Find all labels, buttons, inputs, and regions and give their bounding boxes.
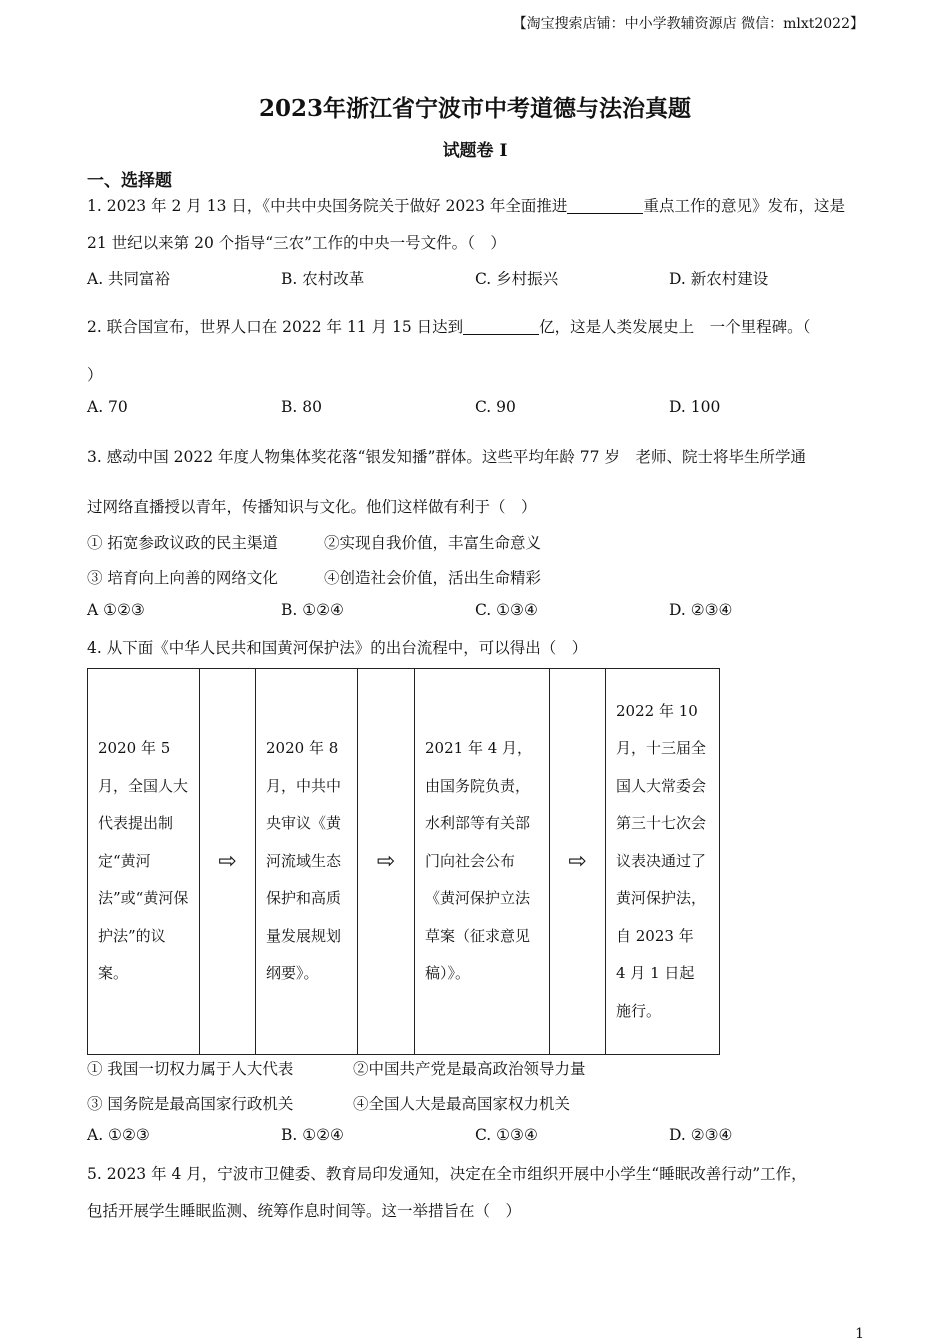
- q2-text-b: 亿，这是人类发展史上 一个里程碑。（: [539, 318, 811, 336]
- q2-option-d[interactable]: D. 100: [669, 398, 721, 416]
- q1-blank: [567, 198, 643, 215]
- flow-step-4-text: 2022 年 10 月，十三届全国人大常委会第三十七次会议表决通过了黄河保护法，自 2023 年 4 月 1 日起施行。: [616, 701, 707, 1020]
- flow-step-4: [606, 669, 719, 1054]
- flow-step-3-text: 2021 年 4 月，由国务院负责，水利部等有关部门向社会公布《黄河保护立法草案（征求意见稿）》。: [425, 739, 533, 983]
- q4-statement-4: ④全国人大是最高国家权力机关: [353, 1095, 571, 1113]
- q1-line1: [87, 194, 845, 216]
- q3-statement-3: ③ 培育向上向善的网络文化: [87, 569, 278, 587]
- right-arrow-icon: ⇨: [376, 849, 396, 874]
- q3-line2: 过网络直播授以青年，传播知识与文化。他们这样做有利于（ ）: [87, 498, 537, 516]
- q3-option-c[interactable]: C. ①③④: [475, 601, 538, 619]
- flow-step-1-text: 2020 年 5 月，全国人大代表提出制定“黄河法”或“黄河保护法”的议案。: [98, 739, 189, 983]
- q3-statement-4: ④创造社会价值，活出生命精彩: [324, 569, 542, 587]
- q3-option-d[interactable]: D. ②③④: [669, 601, 733, 619]
- flow-step-3: [415, 669, 550, 1054]
- q5-line1: 5. 2023 年 4 月，宁波市卫健委、教育局印发通知，决定在全市组织开展中小学生“睡眠改善行动”工作，: [87, 1165, 807, 1183]
- q4-option-d[interactable]: D. ②③④: [669, 1126, 733, 1144]
- flow-arrow-1: [200, 669, 256, 1054]
- q2-line1: [87, 315, 810, 337]
- q4-statement-1: ① 我国一切权力属于人大代表: [87, 1060, 294, 1078]
- q1-text-a: 1. 2023 年 2 月 13 日，《中共中央国务院关于做好 2023 年全面推进: [87, 197, 568, 215]
- flow-arrow-2: [358, 669, 415, 1054]
- page-number: 1: [855, 1326, 864, 1342]
- q4-line1: 4. 从下面《中华人民共和国黄河保护法》的出台流程中，可以得出（ ）: [87, 639, 588, 657]
- q4-option-c[interactable]: C. ①③④: [475, 1126, 538, 1144]
- q3-option-b[interactable]: B. ①②④: [281, 601, 344, 619]
- q2-option-c[interactable]: C. 90: [475, 398, 516, 416]
- q3-statement-2: ②实现自我价值，丰富生命意义: [324, 534, 542, 552]
- q2-line2: ）: [87, 366, 103, 384]
- q1-option-a[interactable]: A. 共同富裕: [87, 270, 171, 288]
- q1-option-b[interactable]: B. 农村改革: [281, 270, 365, 288]
- q4-flow-table: [87, 668, 720, 1055]
- q1-text-b: 重点工作的意见》发布，这是: [643, 197, 845, 215]
- q4-statement-3: ③ 国务院是最高国家行政机关: [87, 1095, 294, 1113]
- page-subtitle: 试题卷 I: [442, 141, 508, 161]
- flow-step-2-text: 2020 年 8 月，中共中央审议《黄河流域生态保护和高质量发展规划纲要》。: [266, 739, 342, 983]
- q1-option-c[interactable]: C. 乡村振兴: [475, 270, 559, 288]
- q3-option-a[interactable]: A ①②③: [87, 601, 145, 619]
- q3-statement-1: ① 拓宽参政议政的民主渠道: [87, 534, 278, 552]
- q2-option-a[interactable]: A. 70: [87, 398, 128, 416]
- page-header: 【淘宝搜索店铺：中小学教辅资源店 微信：mlxt2022】: [512, 16, 864, 32]
- q2-option-b[interactable]: B. 80: [281, 398, 322, 416]
- q1-option-d[interactable]: D. 新农村建设: [669, 270, 769, 288]
- flow-step-2: [256, 669, 358, 1054]
- q1-line2: 21 世纪以来第 20 个指导“三农”工作的中央一号文件。（ ）: [87, 234, 506, 252]
- right-arrow-icon: ⇨: [218, 849, 237, 874]
- q2-text-a: 2. 联合国宣布，世界人口在 2022 年 11 月 15 日达到: [87, 318, 464, 336]
- q4-option-b[interactable]: B. ①②④: [281, 1126, 344, 1144]
- q5-line2: 包括开展学生睡眠监测、统筹作息时间等。这一举措旨在（ ）: [87, 1202, 522, 1220]
- q2-blank: [463, 319, 539, 336]
- section-heading: 一、选择题: [87, 171, 172, 191]
- q3-line1: 3. 感动中国 2022 年度人物集体奖花落“银发知播”群体。这些平均年龄 77 岁 老师、院士将毕生所学通: [87, 448, 806, 466]
- q4-option-a[interactable]: A. ①②③: [87, 1126, 150, 1144]
- q4-statement-2: ②中国共产党是最高政治领导力量: [353, 1060, 586, 1078]
- right-arrow-icon: ⇨: [568, 849, 587, 874]
- flow-step-1: [88, 669, 200, 1054]
- page-title: 2023年浙江省宁波市中考道德与法治真题: [258, 95, 691, 122]
- flow-arrow-3: [550, 669, 606, 1054]
